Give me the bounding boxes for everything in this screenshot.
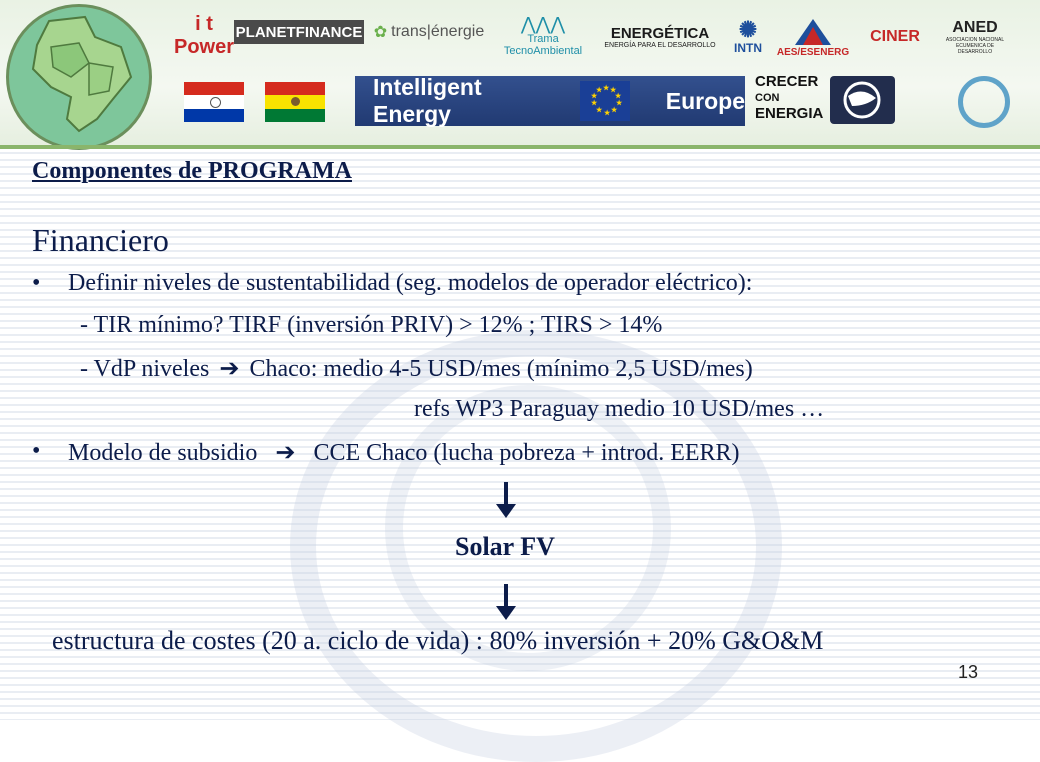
intn-logo: ✺ INTN [734,17,762,55]
svg-text:★: ★ [609,87,617,94]
slide-header [0,0,1040,145]
eu-stars-icon [580,81,630,121]
line-vdp [80,354,753,383]
bullet-2: • [32,438,41,464]
ring-logo [958,76,1010,128]
section-heading: Financiero [32,222,169,258]
svg-text:★: ★ [615,100,623,107]
estructura-costes: estructura de costes (20 a. ciclo de vida) : 80% inversión + 20% G&O&M [52,626,824,655]
vdp-label: - VdP niveles [80,356,210,382]
line-subsidio [68,438,740,467]
arrow-right-icon: ➔ [275,440,296,466]
paraguay-map-logo [6,4,152,150]
transenergie-logo: ✿ trans|énergie [373,23,485,41]
paraguay-flag [184,82,244,122]
subsidio-cce: CCE Chaco (lucha pobreza + introd. EERR) [313,440,740,466]
crecer-con-energia-logo: CRECER CON ENERGIA [755,73,824,122]
subsidio-label: Modelo de subsidio [68,440,258,466]
globe-logo [830,76,895,124]
bolivia-flag [265,82,325,122]
arrow-down-icon [504,584,508,606]
svg-text:★: ★ [602,85,610,92]
aned-logo: ANED ASOCIACION NACIONAL ECUMENICA DE DESARROLLO [945,19,1005,55]
arrow-down-head-icon [496,606,516,620]
vdp-chaco: Chaco: medio 4-5 USD/mes (mínimo 2,5 USD/mes) [249,356,753,382]
line-sustentabilidad: Definir niveles de sustentabilidad (seg. modelos de operador eléctrico): [68,270,753,296]
arrow-down-head-icon [496,504,516,518]
energetica-logo: ENERGÉTICA ENERGÍA PARA EL DESARROLLO [604,25,716,49]
page-number: 13 [958,662,979,682]
line-tir: - TIR mínimo? TIRF (inversión PRIV) > 12% ; TIRS > 14% [80,312,663,338]
itpower-logo: i t Power [174,13,235,58]
svg-text:★: ★ [595,107,603,114]
ciner-logo: CINER [870,28,920,45]
slide-title: Componentes de PROGRAMA [32,158,352,184]
svg-text:★: ★ [610,107,618,114]
arrow-right-icon: ➔ [219,356,240,382]
trama-logo: ⋀⋀⋀ Trama TecnoAmbiental [503,14,583,57]
bullet-1: • [32,270,41,296]
aes-logo: AES/ESENERG [778,14,848,60]
intelligent-energy-europe-banner: Intelligent Energy ★ ★ ★ ★ ★ ★ ★ ★ ★ ★ Europe [355,76,745,126]
svg-text:★: ★ [590,93,598,100]
svg-text:★: ★ [595,87,603,94]
svg-text:★: ★ [603,110,611,117]
arrow-down-icon [504,482,508,504]
line-refs: refs WP3 Paraguay medio 10 USD/mes … [414,396,825,422]
planetfinance-logo: PLANETFINANCE [234,20,364,44]
header-divider [0,145,1040,149]
svg-text:★: ★ [590,100,598,107]
svg-text:★: ★ [614,93,622,100]
solar-fv-label: Solar FV [455,532,555,561]
